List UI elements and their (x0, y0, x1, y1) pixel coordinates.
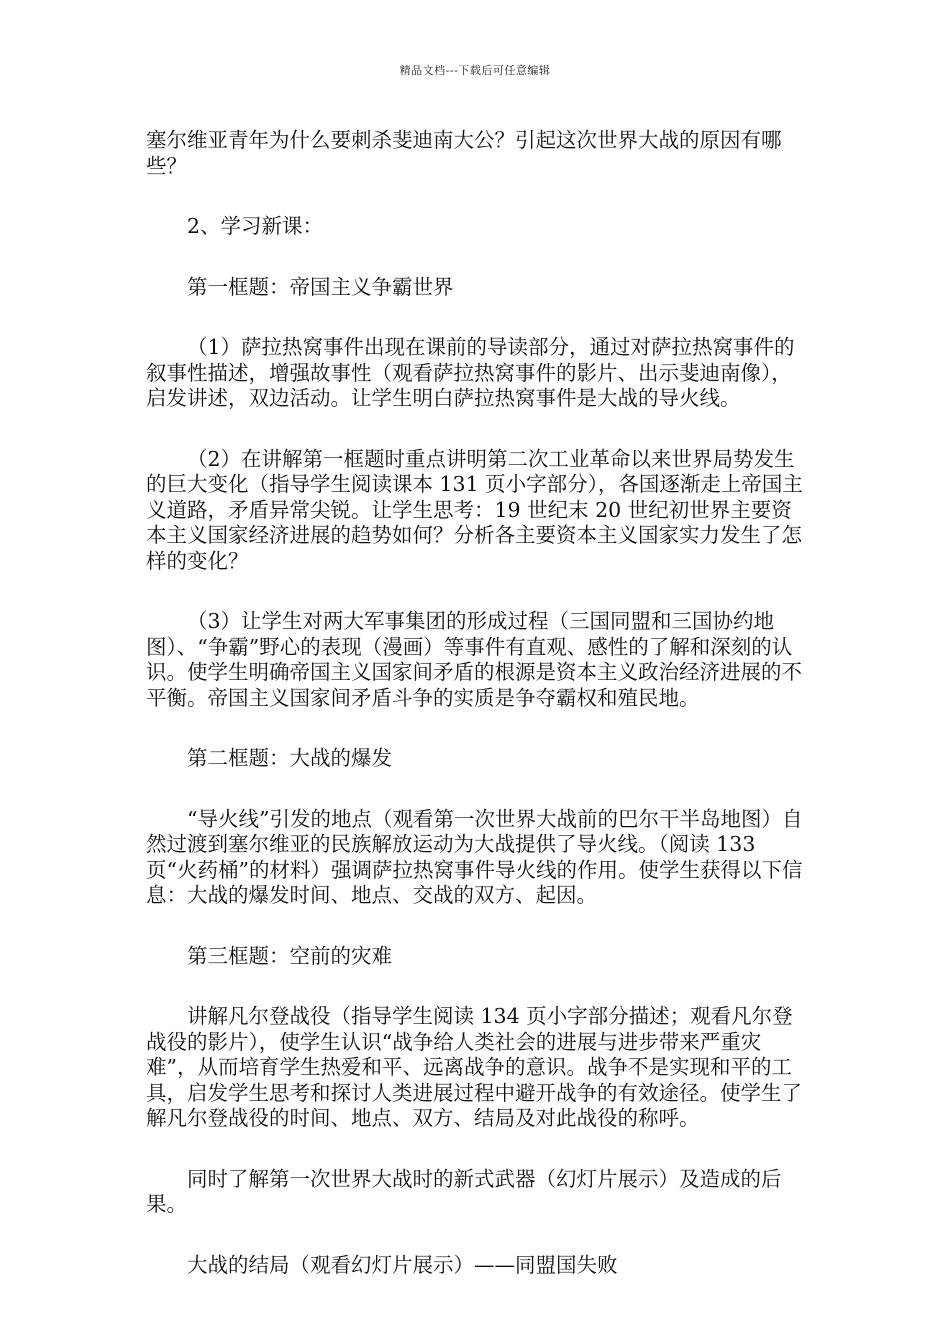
paragraph-gap (146, 772, 808, 807)
paragraph-gap (146, 1132, 808, 1167)
paragraph-gap (146, 574, 808, 609)
document-body (146, 128, 808, 1278)
paragraph-gap (146, 179, 808, 214)
paragraph-new-weapons: 同时了解第一次世界大战时的新式武器（幻灯片展示）及造成的后果。 (146, 1166, 782, 1216)
paragraph-gap (146, 969, 808, 1004)
paragraph-verdun: 讲解凡尔登战役（指导学生阅读 134 页小字部分描述；观看凡尔登战役的影片），使学生认识“战争给人类社会的进展与进步带来严重灾难”，从而培育学生热爱和平、远离战争的意识。战争不是实现和平的工具，启发学生思考和探讨人类进展过程中避开战争的有效途径。使学生了解凡尔登战役的时间、地点、双方、结局及对此战役的称呼。 (146, 1004, 802, 1130)
section-heading-new-lesson: 2、学习新课： (187, 214, 324, 238)
paragraph-question: 塞尔维亚青年为什么要刺杀斐迪南大公？引起这次世界大战的原因有哪些？ (146, 128, 782, 178)
topic-heading-2: 第二框题：大战的爆发 (187, 746, 392, 770)
paragraph-item-2: （2）在讲解第一框题时重点讲明第二次工业革命以来世界局势发生的巨大变化（指导学生阅读课本 131 页小字部分），各国逐渐走上帝国主义道路，矛盾异常尖锐。让学生思考：19 世纪末 20 世纪初世界主要资本主义国家经济进展的趋势如何？分析各主要资本主义国家实力发生了怎样的变化？ (146, 446, 803, 573)
paragraph-war-outcome: 大战的结局（观看幻灯片展示）——同盟国失败 (187, 1252, 618, 1277)
paragraph-item-1: （1）萨拉热窝事件出现在课前的导读部分，通过对萨拉热窝事件的叙事性描述，增强故事性（观看萨拉热窝事件的影片、出示斐迪南像），启发讲述，双边活动。让学生明白萨拉热窝事件是大战的导火线。 (146, 335, 795, 410)
paragraph-fuse: “导火线”引发的地点（观看第一次世界大战前的巴尔干半岛地图）自然过渡到塞尔维亚的民族解放运动为大战提供了导火线。（阅读 133 页“火药桶”的材料）强调萨拉热窝事件导火线的作用。使学生获得以下信息：大战的爆发时间、地点、交战的双方、起因。 (146, 806, 803, 907)
paragraph-item-3: （3）让学生对两大军事集团的形成过程（三国同盟和三国协约地图）、“争霸”野心的表现（漫画）等事件有直观、感性的了解和深刻的认识。使学生明确帝国主义国家间矛盾的根源是资本主义政治经济进展的不平衡。帝国主义国家间矛盾斗争的实质是争夺霸权和殖民地。 (146, 609, 802, 710)
paragraph-gap (146, 1218, 808, 1253)
paragraph-gap (146, 240, 808, 275)
page-header: 精品文档---下载后可任意编辑 (399, 64, 551, 77)
topic-heading-1: 第一框题：帝国主义争霸世界 (187, 274, 454, 299)
paragraph-gap (146, 909, 808, 944)
paragraph-gap (146, 300, 808, 335)
paragraph-gap (146, 711, 808, 746)
topic-heading-3: 第三框题：空前的灾难 (187, 943, 392, 968)
paragraph-gap (146, 412, 808, 447)
